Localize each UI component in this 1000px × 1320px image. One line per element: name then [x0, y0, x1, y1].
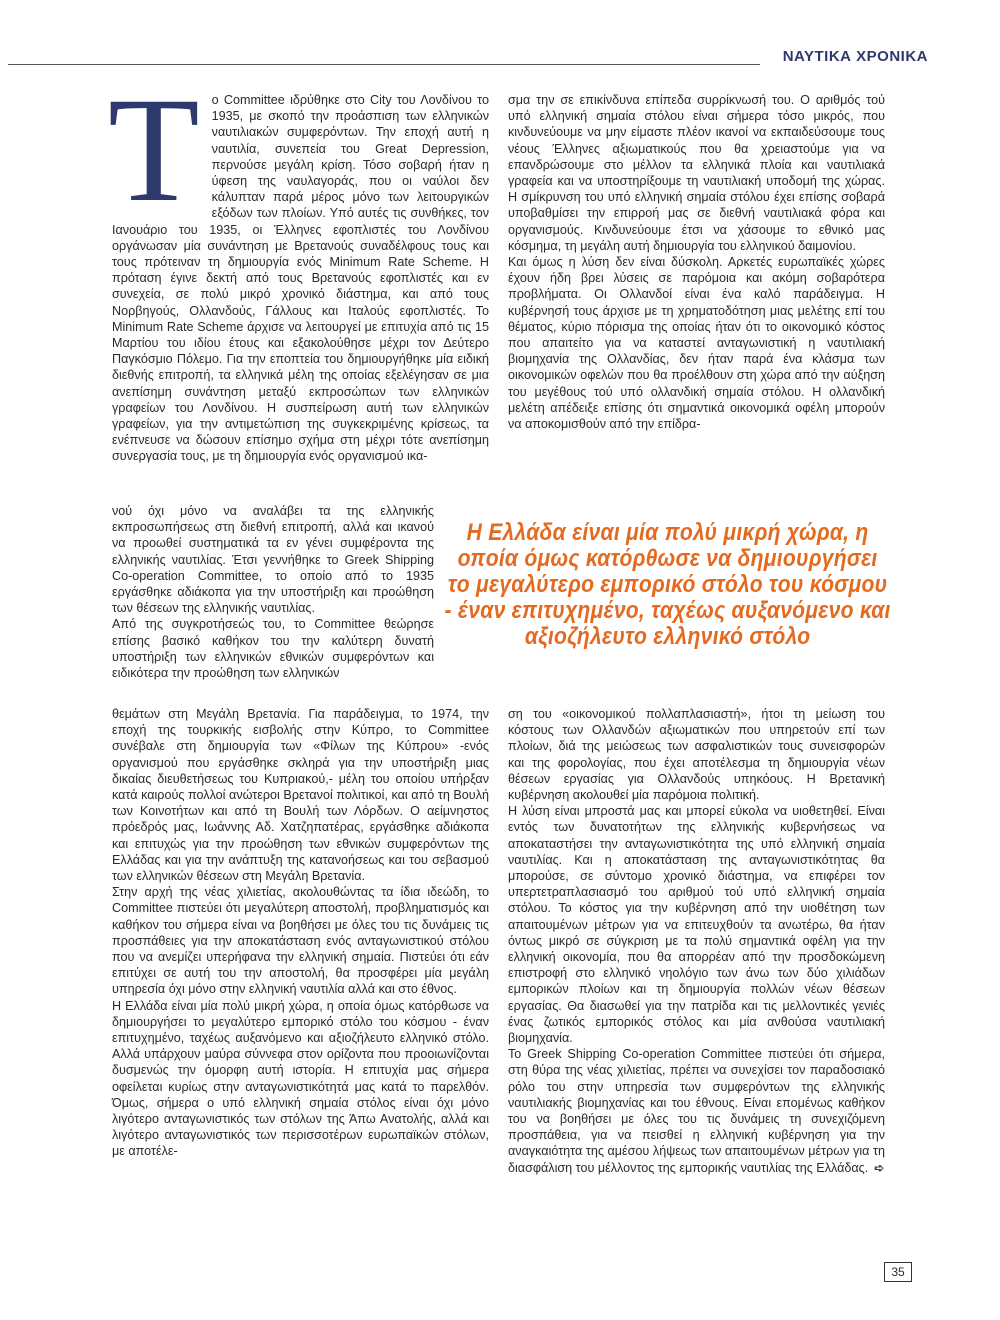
end-arrow-icon: ➪ [874, 1160, 885, 1175]
page-number: 35 [884, 1262, 912, 1282]
paragraph: Στην αρχή της νέας χιλιετίας, ακολουθώντας τα ίδια ιδεώδη, το Committee πιστεύει ότι μεγαλύτερη αποστολή, προβληματισμός και καθήκον του σήμερα είναι να βοηθήσει με όλες του τις δυνάμεις τις προσπάθειες για την αποκατάσταση ενός ανταγωνιστικού στόλου που να ανεμίζει υπερήφανα την ελληνική σημαία. Πιστεύει ότι εάν επιτύχει σε αυτή του την αποστολή, θα προσφέρει μία μεγάλη υπηρεσία όχι μόνο στην ελληνική ναυτιλία αλλά και στο έθνος. [112, 885, 489, 997]
column-left-middle [112, 503, 434, 681]
paragraph-final [508, 1046, 885, 1176]
column-right-bottom [508, 706, 885, 1176]
column-left-bottom [112, 706, 489, 1160]
header-rule [8, 64, 760, 65]
paragraph: νού όχι μόνο να αναλάβει τα της ελληνικής εκπροσωπήσεως στη διεθνή επιτροπή, αλλά και ικανού να προωθεί συστηματικά τα εν γένει συμφέροντα της ελληνικής ναυτιλίας. Έτσι γεννήθηκε το Greek Shipping Co-operation Committee, το οποίο από το 1935 εργάσθηκε αδιάκοπα για την υποστήριξη και προώθηση των θέσεων της ελληνικής ναυτιλίας. [112, 504, 434, 616]
paragraph: Και όμως η λύση δεν είναι δύσκολη. Αρκετές ευρωπαϊκές χώρες έχουν ήδη βρει λύσεις σε παρόμοια και ακόμη σοβαρότερα προβλήματα. Οι Ολλανδοί είναι ένα καλό παράδειγμα. Η κυβέρνησή τους άρχισε με τη χρηματοδότηση μιας μελέτης επί του θέματος, κύριο πόρισμα της οποίας ήταν ότι το οικονομικό κόστος που απαιτείτο για να καταστεί ανταγωνιστική η ναυτιλιακή βιομηχανία της Ολλανδίας, δεν ήταν παρά ένα κλάσμα των οικονομικών οφελών που θα προέλθουν στη χώρα από την αύξηση του μεγέθους τού υπό ολλανδική σημαία στόλου. Η ολλανδική μελέτη απέδειξε επίσης ότι σημαντικά οικονομικά οφέλη μπορούν να αποκομισθούν από την επίδρα- [508, 255, 885, 432]
paragraph-text: Το Greek Shipping Co-operation Committee πιστεύει ότι σήμερα, στη θύρα της νέας χιλιετίας, πρέπει να συνεχίσει τον παραδοσιακό ρόλο του στην υπηρεσία των συμφερόντων της ελληνικής ναυτιλιακής βιομηχανίας και του έθνους. Είναι επομένως καθήκον του να βοηθήσει με όλες του τις δυνάμεις τη συνεχιζόμενη προσπάθεια, για να πεισθεί η ελληνική κυβέρνηση για την αναγκαιότητα της αμέσου λήψεως των απαιτουμένων μέτρων για τη διασφάλιση του μέλλοντος της εμπορικής ναυτιλίας της Ελλάδας. [508, 1047, 885, 1175]
paragraph: Η λύση είναι μπροστά μας και μπορεί εύκολα να υιοθετηθεί. Είναι εντός των δυνατοτήτων της ελληνικής κυβερνήσεως να αποκαταστήσει την ανταγωνιστικότητα της υπό ελληνική σημαία ναυτιλίας. Και η αποκατάσταση της ανταγωνιστικότητας θα μπορούσε, σε σύντομο χρονικό διάστημα, να επιφέρει τον υπερτετραπλασιασμό του αριθμού τού υπό ελληνική σημαία στόλου. Το κόστος για την κυβέρνηση από την υιοθέτηση των απαιτουμένων μέτρων για να επιτευχθούν τα ανωτέρω, θα ήταν όντως μικρό σε σύγκριση με τα πολύ σημαντικά οφέλη για την ελληνική οικονομία, που θα απορρέαν από την προσδοκώμενη επιστροφή στο ελληνικό νηολόγιο των άνω των δύο χιλιάδων εμπορικών πλοίων και τη δημιουργία πολλών νέων θέσεων εργασίας. Θα διασωθεί για την πατρίδα και τις μελλοντικές γενιές ένας ζωτικός εμπορικός στόλος και μία ανθούσα ναυτιλιακή βιομηχανία. [508, 804, 885, 1046]
paragraph: Η Ελλάδα είναι μία πολύ μικρή χώρα, η οποία όμως κατόρθωσε να δημιουργήσει το μεγαλύτερο εμπορικό στόλο του κόσμου - έναν επιτυχημένο, ταχέως αυξανόμενο και αξιοζήλευτο ελληνικό στόλο. Αλλά υπάρχουν μαύρα σύννεφα στον ορίζοντα που προοιωνίζονται δυσμενώς την όμορφη αυτή ιστορία. Η επιτυχία μας σήμερα οφείλεται κυρίως στην ανταγωνιστικότητά μας κατά το παρελθόν. Όμως, σήμερα ο υπό ελληνική σημαία στόλος είναι όχι μόνο λιγότερο ανταγωνιστικός των στόλων της Άπω Ανατολής, αλλά και λιγότερο ανταγωνιστικός των περισσοτέρων ευρωπαϊκών στόλων, με αποτέλε- [112, 998, 489, 1159]
section-title: ΝΑΥΤΙΚΑ ΧΡΟΝΙΚΑ [782, 48, 928, 65]
pull-quote: Η Ελλάδα είναι μία πολύ μικρή χώρα, η οποία όμως κατόρθωσε να δημιουργήσει το μεγαλύτερο εμπορικό στόλο του κόσμου - έναν επιτυχημένο, ταχέως αυξανόμενο και αξιοζήλευτο ελληνικό στόλο [444, 519, 891, 650]
paragraph: ο Committee ιδρύθηκε στο City του Λονδίνου το 1935, με σκοπό την προάσπιση των ελληνικών ναυτιλιακών συμφερόντων. Την εποχή αυτή η ναυτιλία, συνεπεία του Great Depression, περνούσε μεγάλη κρίση. Τόσο σοβαρή ήταν η ύφεση της ναυλαγοράς, που οι ναύλοι δεν κάλυπταν παρά μέρος μόνο των λειτουργικών εξόδων των πλοίων. Υπό αυτές τις συνθήκες, τον Ιανουάριο του 1935, οι Έλληνες εφοπλιστές του Λονδίνου οργάνωσαν μία συνάντηση με Βρετανούς συναδέλφους τους και τους πρότειναν τη δημιουργία ενός Minimum Rate Scheme. Η πρόταση έγινε δεκτή από τους Βρετανούς εφοπλιστές και εν συνεχεία, σε πολύ μικρό χρονικό διάστημα, και από τους Νορβηγούς, Ολλανδούς, Γάλλους και Ιταλούς εφοπλιστές. Το Minimum Rate Scheme άρχισε να λειτουργεί με επιτυχία από τις 15 Μαρτίου του ιδίου έτους και εξακολούθησε μέχρι τον Δεύτερο Παγκόσμιο Πόλεμο. Για την εποπτεία του δημιουργήθηκε μία ειδική διεθνής επιτροπή, τα ελληνικά μέλη της οποίας εξελέγησαν σε μια ανεπίσημη συνάντηση μεταξύ εκπροσώπων των ελληνικών γραφείων του Λονδίνου. Η συσπείρωση αυτή των ελληνικών γραφείων, για την αντιμετώπιση της συγκεκριμένης κρίσεως, τα ενέπνευσε να δώσουν επίσημο σχήμα στη μέχρι τότε ανεπίσημη συνεργασία τους, με τη δημιουργία ενός οργανισμού ικα- [112, 93, 489, 464]
paragraph: σμα την σε επικίνδυνα επίπεδα συρρίκνωσή του. Ο αριθμός τού υπό ελληνική σημαία στόλου είναι σήμερα τόσο μικρός, που κινδυνεύουμε να μην είμαστε πλέον ικανοί να εκπαιδεύσουμε τους νέους Έλληνες αξιωματικούς που θα χρειαστούμε για να επανδρώσουμε στο μέλλον τα ελληνικά πλοία και ναυτιλιακά γραφεία και να υποστηρίξουμε τη ναυτιλιακή υποδομή της χώρας. Η σμίκρυνση του υπό ελληνική σημαία στόλου έχει επίσης σοβαρά υποβαθμίσει την επιρροή μας σε διεθνή ναυτιλιακά φόρα και οργανισμούς. Κινδυνεύουμε έτσι να χάσουμε το εθνικό μας κόσμημα, τη μεγάλη αυτή δημιουργία του ελληνικού δαιμονίου. [508, 93, 885, 253]
column-left-top [108, 67, 489, 465]
column-right-top [508, 92, 885, 432]
drop-cap: Τ [108, 67, 200, 233]
paragraph: ση του «οικονομικού πολλαπλασιαστή», ήτοι τη μείωση του κόστους των Ολλανδών αξιωματικών που υπηρετούν επί των πλοίων, διά της μειώσεως των ασφαλιστικών τους συνεισφορών και της φορολογίας, που έχει αποτέλεσμα τη δημιουργία νέων θέσεων εργασίας για Ολλανδούς υπηκόους. Η Βρετανική κυβέρνηση ακολουθεί μία παρόμοια πολιτική. [508, 707, 885, 803]
paragraph: Από της συγκροτήσεώς του, το Committee θεώρησε επίσης βασικό καθήκον του την καλύτερη δυνατή υποστήριξη των ελληνικών εθνικών συμφερόντων και ειδικότερα την προώθηση των ελληνικών [112, 617, 434, 681]
paragraph: θεμάτων στη Μεγάλη Βρετανία. Για παράδειγμα, το 1974, την εποχή της τουρκικής εισβολής στην Κύπρο, το Committee συνέβαλε στη δημιουργία των «Φίλων της Κύπρου» -ενός οργανισμού που εργάσθηκε σκληρά για την υποστήριξη μιας δικαίας διευθετήσεως του Κυπριακού,- μέλη του οποίου υπήρξαν κατά καιρούς πολλοί ανώτεροι Βρετανοί πολιτικοί, και από τη Βουλή των Κοινοτήτων και από τη Βουλή των Λόρδων. Ο αείμνηστος πρόεδρός μας, Ιωάννης Αδ. Χατζηπατέρας, εργάσθηκε αδιάκοπα και επιτυχώς για την προώθηση των εθνικών συμφερόντων της Ελλάδας και για την ανάπτυξη της κατανοήσεως και του σεβασμού των ελληνικών θέσεων στη Μεγάλη Βρετανία. [112, 707, 489, 884]
